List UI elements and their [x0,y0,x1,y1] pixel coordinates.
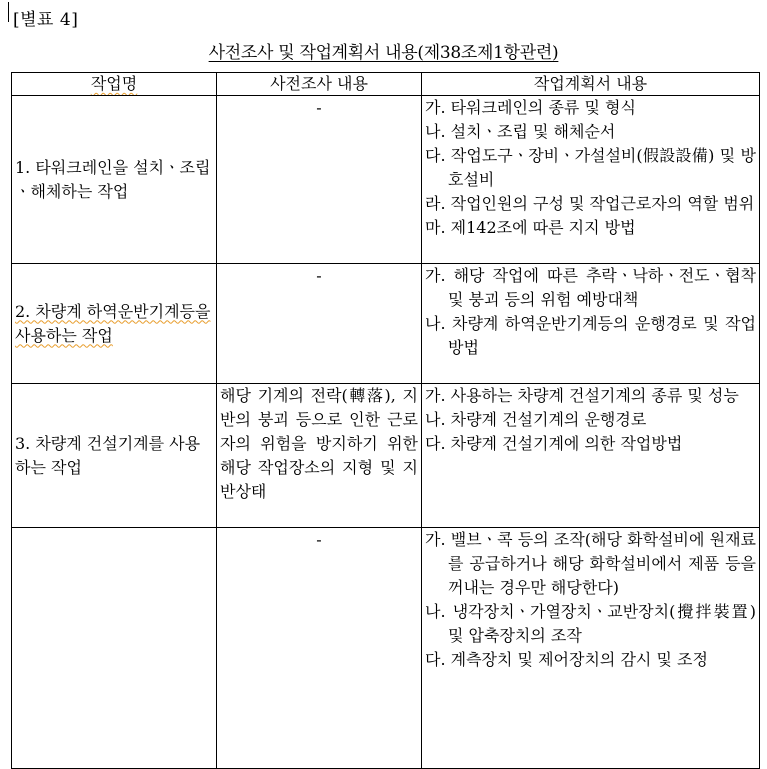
annex-label: [별표 4] [13,10,79,30]
table-row [12,528,760,769]
work-plan-cell [422,96,760,264]
table-row [12,96,760,264]
work-plan-cell [422,384,760,528]
header-work-plan: 작업계획서 내용 [422,73,760,96]
job-name-cell: 1. 타워크레인을 설치ㆍ조립ㆍ해체하는 작업 [12,96,217,264]
plan-item: 가. 타워크레인의 종류 및 형식 [425,98,636,117]
job-name-cell: 2. 차량계 하역운반기계등을 사용하는 작업 [12,264,217,384]
job-name-cell [12,528,217,769]
plan-item: 다. 작업도구ㆍ장비ㆍ가설설비(假設設備) 및 방호설비 [425,146,756,189]
work-plan-table [11,72,760,769]
plan-item: 나. 차량계 건설기계의 운행경로 [425,410,647,429]
text-cursor [8,2,9,22]
plan-item: 다. 차량계 건설기계에 의한 작업방법 [425,434,683,453]
table-header-row [12,73,760,96]
plan-item: 다. 계측장치 및 제어장치의 감시 및 조정 [425,650,708,669]
pre-survey-cell: 해당 기계의 전락(轉落), 지반의 붕괴 등으로 인한 근로자의 위험을 방지하기 위한 해당 작업장소의 지형 및 지반상태 [217,384,422,528]
pre-survey-cell: - [217,264,422,384]
plan-item: 마. 제142조에 따른 지지 방법 [425,218,636,237]
pre-survey-cell: - [217,528,422,769]
plan-item: 라. 작업인원의 구성 및 작업근로자의 역할 범위 [425,194,755,213]
table-row [12,264,760,384]
work-plan-cell [422,528,760,769]
table-row [12,384,760,528]
plan-item: 나. 설치ㆍ조립 및 해체순서 [425,122,616,141]
job-name-cell: 3. 차량계 건설기계를 사용하는 작업 [12,384,217,528]
plan-item: 나. 차량계 하역운반기계등의 운행경로 및 작업방법 [425,314,756,357]
document-title: 사전조사 및 작업계획서 내용(제38조제1항관련) [208,43,559,63]
work-plan-cell [422,264,760,384]
plan-item: 나. 냉각장치ㆍ가열장치ㆍ교반장치(攪拌裝置) 및 압축장치의 조작 [425,602,756,645]
header-job-name: 작업명 [12,73,217,96]
pre-survey-cell: - [217,96,422,264]
plan-item: 가. 사용하는 차량계 건설기계의 종류 및 성능 [425,386,739,405]
plan-item: 가. 해당 작업에 따른 추락ㆍ낙하ㆍ전도ㆍ협착 및 붕괴 등의 위험 예방대책 [425,266,756,309]
header-pre-survey: 사전조사 내용 [217,73,422,96]
plan-item: 가. 밸브ㆍ콕 등의 조작(해당 화학설비에 원재료를 공급하거나 해당 화학설비에서 제품 등을 꺼내는 경우만 해당한다) [425,530,756,597]
